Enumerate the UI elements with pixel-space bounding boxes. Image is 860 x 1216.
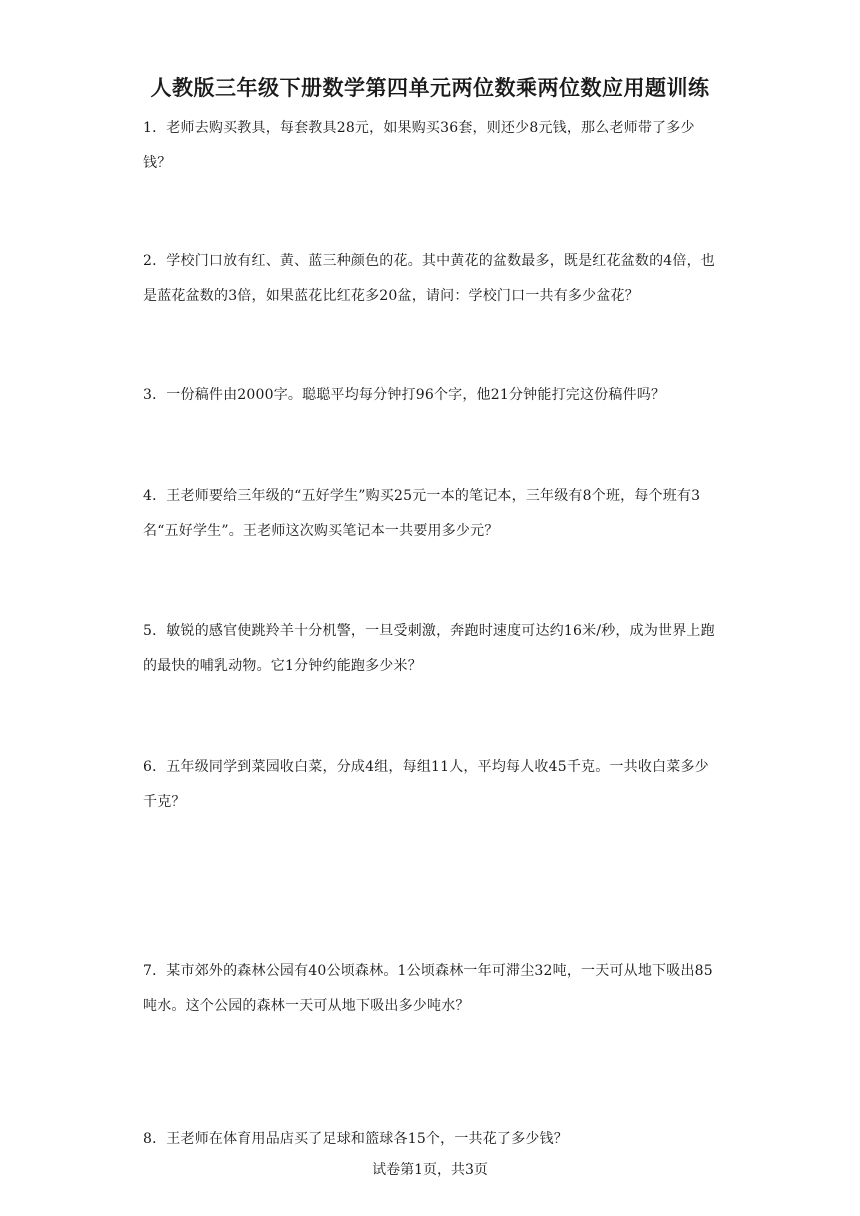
question-7: 7．某市郊外的森林公园有40公顷森林。1公顷森林一年可滞尘32吨，一天可从地下吸出85吨水。这个公园的森林一天可从地下吸出多少吨水？ (143, 963, 713, 1014)
question-6: 6．五年级同学到菜园收白菜，分成4组，每组11人，平均每人收45千克。一共收白菜多少千克？ (143, 759, 709, 810)
question-8: 8．王老师在体育用品店买了足球和篮球各15个，一共花了多少钱？ (143, 1131, 568, 1147)
question-3: 3．一份稿件由2000字。聪聪平均每分钟打96个字，他21分钟能打完这份稿件吗？ (143, 387, 666, 403)
page-footer: 试卷第1页，共3页 (372, 1162, 488, 1178)
question-2: 2．学校门口放有红、黄、蓝三种颜色的花。其中黄花的盆数最多，既是红花盆数的4倍，也是蓝花盆数的3倍，如果蓝花比红花多20盆，请问：学校门口一共有多少盆花？ (143, 253, 716, 304)
question-5: 5．敏锐的感官使跳羚羊十分机警，一旦受刺激，奔跑时速度可达约16米/秒，成为世界上跑的最快的哺乳动物。它1分钟约能跑多少米？ (143, 623, 715, 674)
page-title: 人教版三年级下册数学第四单元两位数乘两位数应用题训练 (150, 76, 710, 100)
question-1: 1．老师去购买教具，每套教具28元，如果购买36套，则还少8元钱，那么老师带了多少钱？ (143, 120, 695, 171)
question-4: 4．王老师要给三年级的“五好学生”购买25元一本的笔记本，三年级有8个班，每个班有3名“五好学生”。王老师这次购买笔记本一共要用多少元？ (143, 488, 701, 539)
